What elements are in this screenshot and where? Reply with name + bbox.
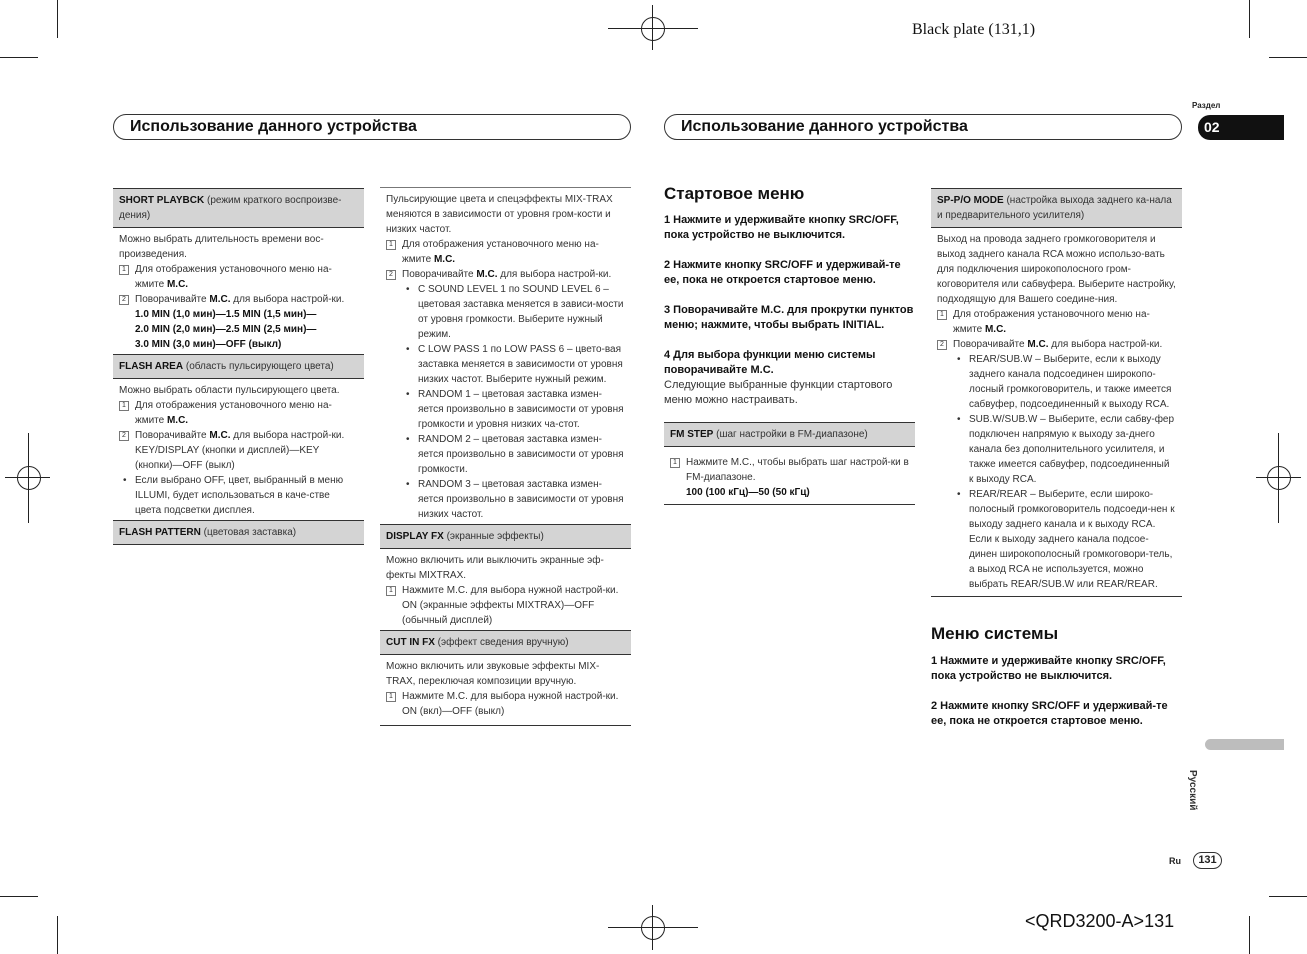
registration-mark: [1267, 466, 1291, 490]
short-playback-header: SHORT PLAYBCK (режим краткого воспроизве-дения): [113, 188, 364, 228]
fm-step-body: 1 Нажмите M.C., чтобы выбрать шаг настрой-ки в FM-диапазоне. 100 (100 кГц)—50 (50 кГц): [664, 447, 915, 502]
language-bar: [1205, 739, 1284, 750]
system-step-2: 2 Нажмите кнопку SRC/OFF и удерживай-те ее, пока не откроется стартовое меню.: [931, 700, 1168, 727]
registration-line: [652, 5, 653, 50]
startup-step-4: 4 Для выбора функции меню системы поворачивайте M.C.: [664, 349, 876, 376]
registration-mark: [641, 17, 665, 41]
flash-area-body: Можно выбрать области пульсирующего цвета. 1 Для отображения установочного меню на-жмите M.C. 2 Поворачивайте M.C. для выбора настрой-ки. KEY/DISPLAY (кнопки и дисплей)—KEY (кнопки)—OFF (выкл) • Если выбрано OFF, цвет, выбранный в меню ILLUMI, будет использоваться в каче-стве цвета подсветки дисплея.: [113, 379, 364, 520]
registration-line: [608, 927, 698, 928]
column-2: [380, 187, 631, 726]
section-label: Раздел: [1192, 101, 1221, 110]
column-4: [931, 188, 1182, 729]
page-number: 131: [1193, 852, 1222, 869]
crop-mark: [1249, 0, 1250, 38]
registration-line: [1278, 433, 1279, 523]
flash-pattern-header: FLASH PATTERN (цветовая заставка): [113, 520, 364, 545]
registration-line: [652, 905, 653, 950]
section-header-right: Использование данного устройства: [664, 114, 1182, 140]
crop-mark: [1249, 916, 1250, 954]
system-step-1: 1 Нажмите и удерживайте кнопку SRC/OFF, пока устройство не выключится.: [931, 655, 1166, 682]
spp-mode-body: Выход на провода заднего громкоговорителя и выход заднего канала RCA можно использо-вать для подключения широкополосного гром-коговорителя или сабвуфера. Выберите настройку, подходящую для Вашего соедине-ния. 1 Для отображения установочного меню на-жмите M.C. 2 Поворачивайте M.C. для выбора настрой-ки. • REAR/SUB.W – Выберите, если к выходу заднего канала подсоединен широкопо-лосный громкоговоритель, и также имеется сабвуфер, подсоединенный к выходу RCA. • SUB.W/SUB.W – Выберите, если сабву-фер подключен напрямую к выходу за-днего канала без дополнительного усилителя, и также имеется сабвуфер, подсоединенный к выходу RCA. • REAR/REAR – Выберите, если широко-полосный громкоговоритель подсоеди-нен к выходу заднего канала и к выходу RCA. Если к выходу заднего канала подсое-динен широкополосный громкоговори-тель, а выход RCA не используется, можно выбрать REAR/SUB.W или REAR/REAR.: [931, 228, 1182, 594]
startup-menu-title: Стартовое меню: [664, 184, 805, 203]
startup-step-3: 3 Поворачивайте M.C. для прокрутки пунктов меню; нажмите, чтобы выбрать INITIAL.: [664, 304, 914, 331]
column-3: [664, 183, 915, 505]
registration-line: [608, 28, 698, 29]
startup-step-2: 2 Нажмите кнопку SRC/OFF и удерживай-те ее, пока не откроется стартовое меню.: [664, 259, 901, 286]
language-label: Русский: [1187, 770, 1198, 811]
system-menu-title: Меню системы: [931, 624, 1059, 643]
cut-in-fx-header: CUT IN FX (эффект сведения вручную): [380, 630, 631, 655]
registration-mark: [17, 466, 41, 490]
display-fx-header: DISPLAY FX (экранные эффекты): [380, 524, 631, 549]
startup-step-1: 1 Нажмите и удерживайте кнопку SRC/OFF, пока устройство не выключится.: [664, 214, 899, 241]
section-number-tab: 02: [1198, 115, 1284, 140]
crop-mark: [1269, 57, 1307, 58]
registration-mark: [641, 916, 665, 940]
cut-in-fx-body: Можно включить или звуковые эффекты MIX-TRAX, переключая композиции вручную. 1 Нажмите M.C. для выбора нужной настрой-ки. ON (вкл)—OFF (выкл): [386, 661, 619, 717]
crop-mark: [0, 57, 38, 58]
crop-mark: [57, 916, 58, 954]
flash-area-header: FLASH AREA (область пульсирующего цвета): [113, 354, 364, 379]
short-playback-body: Можно выбрать длительность времени вос-произведения. 1 Для отображения установочного меню на-жмите M.C. 2 Поворачивайте M.C. для выбора настрой-ки. 1.0 MIN (1,0 мин)—1.5 MIN (1,5 мин)— 2.0 MIN (2,0 мин)—2.5 MIN (2,5 мин)— 3.0 MIN (3,0 мин)—OFF (выкл): [119, 234, 345, 350]
crop-mark: [57, 0, 58, 38]
registration-line: [28, 433, 29, 523]
display-fx-body: Можно включить или выключить экранные эф-фекты MIXTRAX. 1 Нажмите M.C. для выбора нужной настрой-ки. ON (экранные эффекты MIXTRAX)—OFF (обычный дисплей): [386, 555, 619, 626]
column-1: [113, 188, 364, 545]
startup-note: Следующие выбранные функции стартового меню можно настраивать.: [664, 379, 893, 406]
fm-step-header: FM STEP (шаг настройки в FM-диапазоне): [664, 422, 915, 447]
footer-code: <QRD3200-A>131: [1025, 911, 1175, 931]
section-header-left: Использование данного устройства: [113, 114, 631, 140]
spp-mode-header: SP-P/O MODE (настройка выхода заднего ка-нала и предварительного усилителя): [931, 188, 1182, 228]
crop-mark: [1269, 896, 1307, 897]
page-language: Ru: [1169, 856, 1181, 866]
plate-label: Black plate (131,1): [912, 21, 1036, 38]
flash-pattern-body: Пульсирующие цвета и спецэффекты MIX-TRAX меняются в зависимости от уровня гром-кости и низких частот. 1 Для отображения установочного меню на-жмите M.C. 2 Поворачивайте M.C. для выбора настрой-ки. • С SOUND LEVEL 1 по SOUND LEVEL 6 – цветовая заставка меняется в зависи-мости от уровня громкости. Выберите нужный режим. • С LOW PASS 1 по LOW PASS 6 – цвето-вая заставка меняется в зависимости от уровня низких частот. Выберите нужный режим. • RANDOM 1 – цветовая заставка измен-яется произвольно в зависимости от уровня громкости и уровня низких ча-стот. • RANDOM 2 – цветовая заставка измен-яется произвольно в зависимости от уровня громкости. • RANDOM 3 – цветовая заставка измен-яется произвольно в зависимости от уровня низких частот.: [380, 188, 631, 524]
crop-mark: [0, 896, 38, 897]
